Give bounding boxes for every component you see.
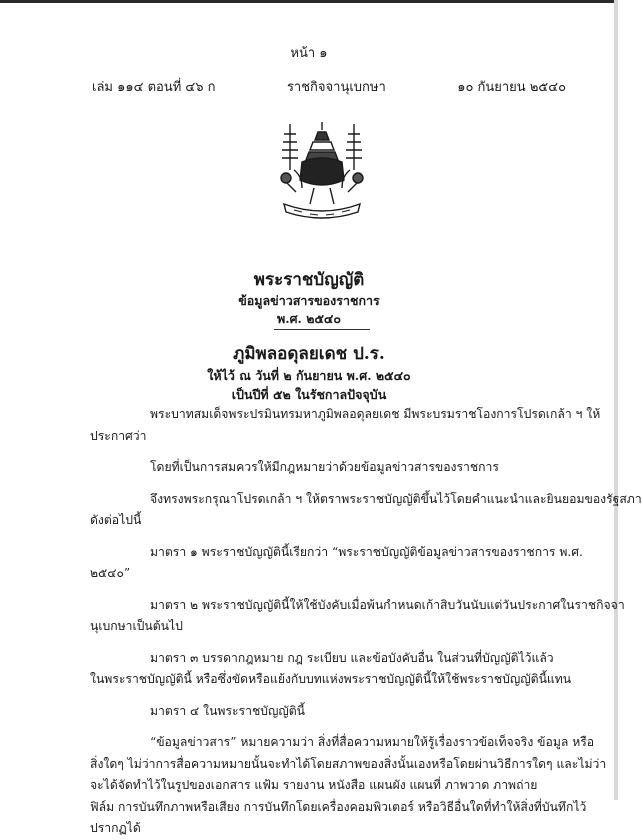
act-year: พ.ศ. ๒๕๔๐: [276, 311, 342, 326]
section-1-line: มาตรา ๑ พระราชบัญญัตินี้เรียกว่า “พระราชบัญญัติข้อมูลข่าวสารของราชการ พ.ศ.: [150, 544, 583, 559]
preamble-line: พระบาทสมเด็จพระปรมินทรมหาภูมิพลอดุลยเดช มีพระบรมราชโองการโปรดเกล้า ฯ ให้: [150, 407, 601, 421]
gazette-header: [92, 76, 566, 97]
section-1-line: ๒๕๔๐”: [90, 566, 131, 580]
given-date: ให้ไว้ ณ วันที่ ๒ กันยายน พ.ศ. ๒๕๔๐: [207, 368, 411, 383]
definition-line: ฟิล์ม การบันทึกภาพหรือเสียง การบันทึกโดยเครื่องคอมพิวเตอร์ หรือวิธีอื่นใดที่ทำให้สิ่งที่บันทึกไว้: [90, 799, 587, 814]
gazette-name: ราชกิจจานุเบกษา: [286, 80, 386, 95]
definition-line: “ข้อมูลข่าวสาร” หมายความว่า สิ่งที่สื่อความหมายให้รู้เรื่องราวข้อเท็จจริง ข้อมูล หรือ: [150, 735, 595, 749]
definition-line: จะได้จัดทำไว้ในรูปของเอกสาร แฟ้ม รายงาน หนังสือ แผนผัง แผนที่ ภาพวาด ภาพถ่าย: [90, 778, 538, 792]
section-2-line: มาตรา ๒ พระราชบัญญัตินี้ให้ใช้บังคับเมื่อพ้นกำหนดเก้าสิบวันนับแต่วันประกาศในราชกิจจา: [150, 597, 625, 612]
gazette-date: ๑๐ กันยายน ๒๕๔๐: [457, 80, 566, 95]
act-subject: ข้อมูลข่าวสารของราชการ: [238, 293, 380, 308]
garuda-emblem-icon: [272, 120, 372, 224]
reign-year: เป็นปีที่ ๕๒ ในรัชกาลปัจจุบัน: [231, 387, 387, 402]
preamble-line: ดังต่อไปนี้: [90, 513, 142, 527]
definition-line: ปรากฏได้: [90, 821, 141, 835]
title-divider: [274, 329, 370, 330]
volume-issue: เล่ม ๑๑๔ ตอนที่ ๔๖ ก: [92, 80, 216, 95]
page-number: หน้า ๑: [290, 46, 328, 61]
section-3-line: มาตรา ๓ บรรดากฎหมาย กฎ ระเบียบ และข้อบังคับอื่น ในส่วนที่บัญญัติไว้แล้ว: [150, 650, 554, 665]
section-3-line: ในพระราชบัญญัตินี้ หรือซึ่งขัดหรือแย้งกับบทแห่งพระราชบัญญัตินี้ให้ใช้พระราชบัญญัตินี้แทน: [90, 672, 572, 686]
scan-top-edge: [0, 0, 618, 3]
act-body: [90, 404, 642, 840]
definition-line: สิ่งใดๆ ไม่ว่าการสื่อความหมายนั้นจะทำได้โดยสภาพของสิ่งนั้นเองหรือโดยผ่านวิธีการใดๆ และไม่ว่า: [90, 756, 607, 771]
section-2-line: นุเบกษาเป็นต้นไป: [90, 619, 183, 633]
section-4-line: มาตรา ๔ ในพระราชบัญญัตินี้: [150, 703, 305, 718]
preamble-line: ประกาศว่า: [90, 428, 147, 443]
preamble-line: จึงทรงพระกรุณาโปรดเกล้า ฯ ให้ตราพระราชบัญญัติขึ้นไว้โดยคำแนะนำและยินยอมของรัฐสภา: [150, 491, 642, 506]
act-title: พระราชบัญญัติ: [253, 270, 365, 290]
preamble-line: โดยที่เป็นการสมควรให้มีกฎหมายว่าด้วยข้อมูลข่าวสารของราชการ: [150, 460, 499, 474]
king-name: ภูมิพลอดุลยเดช ป.ร.: [233, 344, 385, 364]
